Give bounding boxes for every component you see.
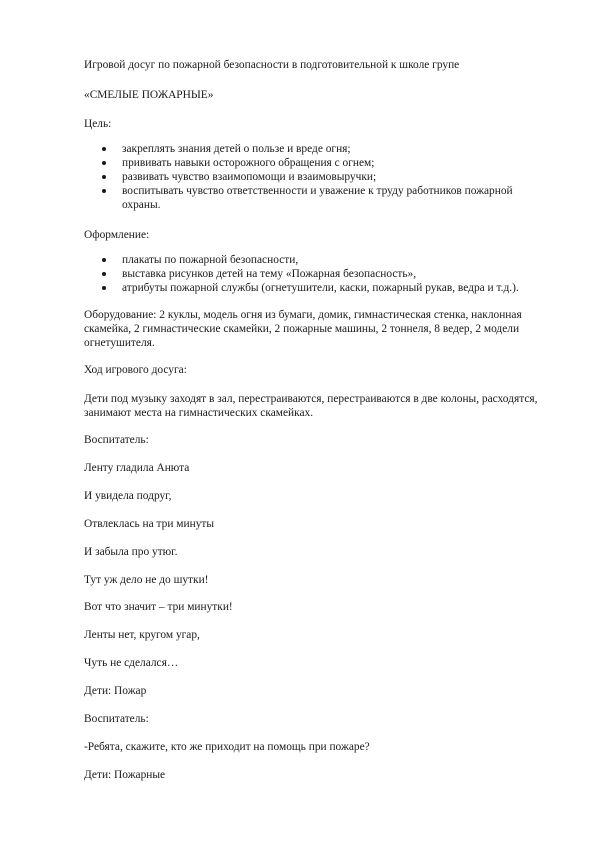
dialogue-line: Вот что значит – три минутки! <box>84 601 233 613</box>
dialogue-line: Чуть не сделался… <box>84 657 179 669</box>
document-title: Игровой досуг по пожарной безопасности в подготовительной к школе групе <box>84 59 460 71</box>
bullet-icon <box>102 258 106 262</box>
list-item: развивать чувство взаимопомощи и взаимовыручки; <box>84 170 544 184</box>
progress-heading: Ход игрового досуга: <box>84 364 187 376</box>
intro-paragraph: Дети под музыку заходят в зал, перестраиваются, перестраиваются в две колоны, расходятся, занимают места на гимнастических скамейках. <box>84 393 538 419</box>
decor-list <box>84 253 544 295</box>
document-subtitle: «СМЕЛЫЕ ПОЖАРНЫЕ» <box>84 89 214 101</box>
bullet-icon <box>102 147 106 151</box>
dialogue-line: Ленты нет, кругом угар, <box>84 629 200 641</box>
decor-heading: Оформление: <box>84 229 150 241</box>
list-item: закреплять знания детей о пользе и вреде огня; <box>84 142 544 156</box>
list-item: плакаты по пожарной безопасности, <box>84 253 544 267</box>
list-item: прививать навыки осторожного обращения с огнем; <box>84 156 544 170</box>
dialogue-line: Воспитатель: <box>84 434 149 446</box>
goal-heading: Цель: <box>84 118 112 130</box>
bullet-icon <box>102 272 106 276</box>
bullet-icon <box>102 175 106 179</box>
equipment-paragraph: Оборудование: 2 куклы, модель огня из бумаги, домик, гимнастическая стенка, наклонная скамейка, 2 гимнастические скамейки, 2 пожарные машины, 2 тоннеля, 8 ведер, 2 модели огнетушителя. <box>84 309 522 349</box>
list-item: воспитывать чувство ответственности и уважение к труду работников пожарной охраны. <box>84 184 544 212</box>
dialogue-line: Дети: Пожар <box>84 685 147 697</box>
dialogue-line: Тут уж дело не до шутки! <box>84 574 209 586</box>
dialogue-line: И забыла про утюг. <box>84 546 178 558</box>
dialogue-line: Дети: Пожарные <box>84 769 166 781</box>
dialogue-line: Воспитатель: <box>84 713 149 725</box>
dialogue-line: -Ребята, скажите, кто же приходит на помощь при пожаре? <box>84 741 370 753</box>
dialogue-line: И увидела подруг, <box>84 490 172 502</box>
dialogue-line: Ленту гладила Анюта <box>84 462 190 474</box>
bullet-icon <box>102 189 106 193</box>
dialogue-line: Отвлеклась на три минуты <box>84 518 215 530</box>
list-item: выставка рисунков детей на тему «Пожарная безопасность», <box>84 267 544 281</box>
bullet-icon <box>102 286 106 290</box>
bullet-icon <box>102 161 106 165</box>
list-item: атрибуты пожарной службы (огнетушители, каски, пожарный рукав, ведра и т.д.). <box>84 281 544 295</box>
goal-list <box>84 142 544 212</box>
